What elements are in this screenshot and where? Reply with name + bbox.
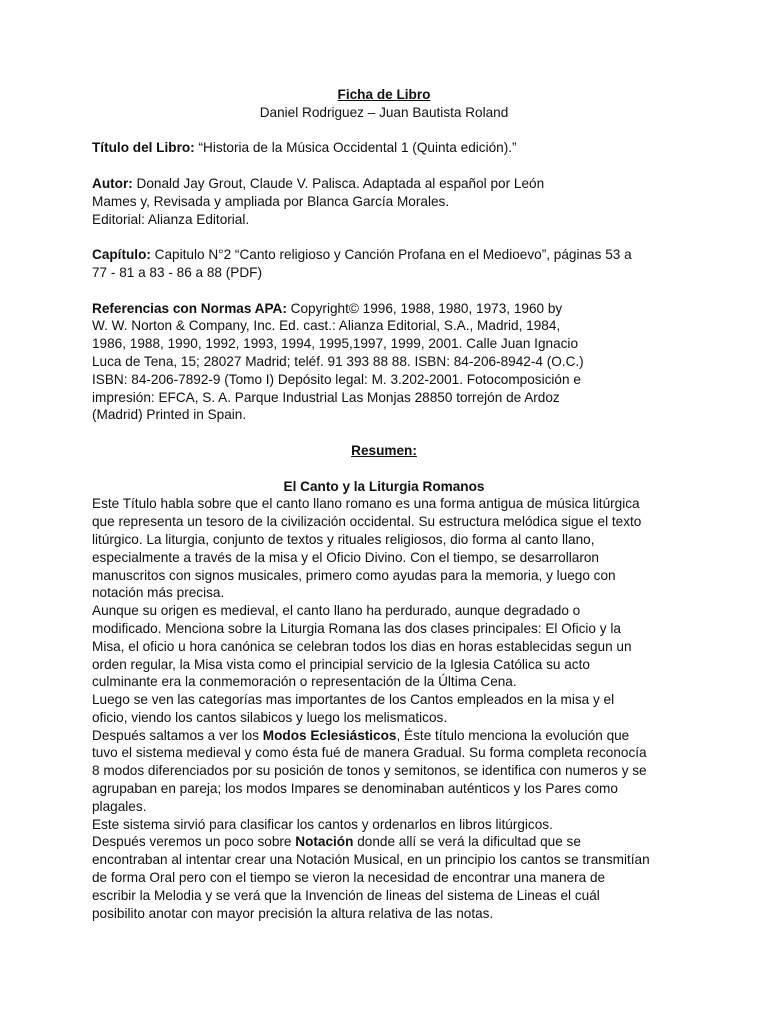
spacer	[92, 122, 676, 140]
notacion-line-1	[92, 833, 676, 851]
spacer	[92, 157, 676, 175]
autor-text: Donald Jay Grout, Claude V. Palisca. Adaptada al español por León	[132, 175, 545, 191]
resumen-line: litúrgico. La liturgia, conjunto de textos y rituales religiosos, dio forma al canto llano,	[92, 531, 595, 547]
autor-line-2: Mames y, Revisada y ampliada por Blanca García Morales.	[92, 193, 450, 209]
titulo-label: Título del Libro:	[92, 140, 195, 156]
notacion-line: de forma Oral pero con el tiempo se vieron la necesidad de encontrar una manera de	[92, 870, 606, 886]
resumen-line: Este Título habla sobre que el canto llano romano es una forma antigua de música litúrgica	[92, 496, 640, 512]
autor-label: Autor:	[92, 175, 133, 191]
capitulo-label: Capítulo:	[92, 247, 151, 263]
modos-suffix: , Éste título menciona la evolución que	[396, 727, 630, 743]
spacer	[92, 228, 676, 246]
resumen-line: orden regular, la Misa vista como el principial servicio de la Iglesia Católica su acto	[92, 656, 590, 672]
referencias-line-4: Luca de Tena, 15; 28027 Madrid; teléf. 91 393 88 88. ISBN: 84-206-8942-4 (O.C.)	[92, 353, 584, 369]
modos-line-1	[92, 727, 676, 745]
notacion-line: escribir la Melodia y se verá que la Invención de lineas del sistema de Lineas el cuál	[92, 887, 600, 903]
modos-line: agrupaban en pareja; los modos Impares se denominaban auténticos y los Pares como	[92, 781, 618, 797]
modos-line: plagales.	[92, 798, 147, 814]
notacion-suffix: donde allí se verá la dificultad que se	[353, 834, 581, 850]
resumen-line: modificado. Menciona sobre la Liturgia Romana las dos clases principales: El Oficio y la	[92, 620, 621, 636]
capitulo-line-1	[92, 246, 676, 264]
referencias-line-3: 1986, 1988, 1990, 1992, 1993, 1994, 1995,1997, 1999, 2001. Calle Juan Ignacio	[92, 336, 579, 352]
referencias-line-5: ISBN: 84-206-7892-9 (Tomo I) Depósito legal: M. 3.202-2001. Fotocomposición e	[92, 371, 581, 387]
resumen-line: especialmente a través de la misa y el Oficio Divino. Con el tiempo, se desarrollaron	[92, 549, 599, 565]
referencias-line-2: W. W. Norton & Company, Inc. Ed. cast.: Alianza Editorial, S.A., Madrid, 1984,	[92, 318, 561, 334]
modos-line: tuvo el sistema medieval y como ésta fué de manera Gradual. Su forma completa reconocía	[92, 745, 647, 761]
resumen-line: Luego se ven las categorías mas importantes de los Cantos empleados en la misa y el	[92, 692, 615, 708]
resumen-line: Misa, el oficio u hora canónica se celebran todos los dias en horas establecidas segun un	[92, 638, 632, 654]
notacion-bold-term: Notación	[295, 834, 354, 850]
capitulo-text: Capitulo N°2 “Canto religioso y Canción Profana en el Medioevo”, páginas 53 a	[150, 247, 632, 263]
notacion-prefix: Después veremos un poco sobre	[92, 834, 296, 850]
resumen-line: culminante era la conmemoración o representación de la Última Cena.	[92, 674, 517, 690]
resumen-line: notación más precisa.	[92, 585, 225, 601]
referencias-label: Referencias con Normas APA:	[92, 300, 287, 316]
modos-prefix: Después saltamos a ver los	[92, 727, 263, 743]
referencias-line-1	[92, 300, 676, 318]
resumen-line: oficio, viendo los cantos silabicos y luego los melismaticos.	[92, 709, 448, 725]
document-title: Ficha de Libro	[337, 87, 431, 102]
resumen-subheading: El Canto y la Liturgia Romanos	[283, 478, 485, 494]
modos-line: 8 modos diferenciados por su posición de tonos y semitonos, se identifica con numeros y se	[92, 763, 647, 779]
resumen-line: Aunque su origen es medieval, el canto llano ha perdurado, aunque degradado o	[92, 603, 581, 619]
notacion-line: encontraban al intentar crear una Notación Musical, en un principio los cantos se transmitían	[92, 852, 650, 868]
titulo-value: “Historia de la Música Occidental 1 (Quinta edición).”	[194, 140, 517, 156]
resumen-heading: Resumen:	[351, 442, 417, 458]
notacion-line: posibilito anotar con mayor precisión la altura relativa de las notas.	[92, 905, 494, 921]
referencias-text: Copyright© 1996, 1988, 1980, 1973, 1960 by	[286, 300, 563, 316]
modos-line: Este sistema sirvió para clasificar los cantos y ordenarlos en libros litúrgicos.	[92, 816, 553, 832]
spacer	[92, 282, 676, 300]
autor-line-1	[92, 175, 676, 193]
capitulo-line-2: 77 - 81 a 83 - 86 a 88 (PDF)	[92, 264, 263, 280]
document-authors: Daniel Rodriguez – Juan Bautista Roland	[259, 104, 509, 120]
spacer	[92, 460, 676, 478]
referencias-line-7: (Madrid) Printed in Spain.	[92, 407, 247, 423]
titulo-line	[92, 139, 676, 157]
editorial-line: Editorial: Alianza Editorial.	[92, 211, 250, 227]
spacer	[92, 424, 676, 442]
referencias-line-6: impresión: EFCA, S. A. Parque Industrial Las Monjas 28850 torrejón de Ardoz	[92, 389, 560, 405]
resumen-line: que representa un tesoro de la civilización occidental. Su estructura melódica sigue el texto	[92, 514, 642, 530]
document-page	[92, 86, 676, 922]
resumen-line: manuscritos con signos musicales, primero como ayudas para la memoria, y luego con	[92, 567, 616, 583]
modos-bold-term: Modos Eclesiásticos	[262, 727, 397, 743]
